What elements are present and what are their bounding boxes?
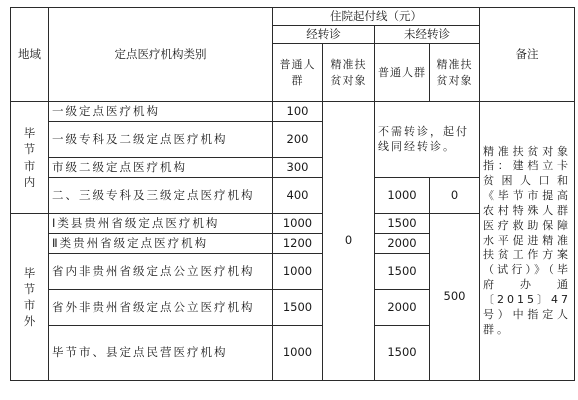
region-inside: 毕节市内 xyxy=(11,102,49,214)
category-cell: Ⅱ类贵州省级定点医疗机构 xyxy=(49,234,273,254)
header-region: 地域 xyxy=(11,8,49,102)
ref-general-cell: 200 xyxy=(273,122,323,158)
nonref-poverty-cell: 0 xyxy=(430,178,480,214)
category-cell: 一级定点医疗机构 xyxy=(49,102,273,122)
header-threshold: 住院起付线（元） xyxy=(273,8,480,26)
nonref-general-cell: 2000 xyxy=(375,234,430,254)
header-remarks: 备注 xyxy=(480,8,575,102)
category-cell: 省内非贵州省级定点公立医疗机构 xyxy=(49,254,273,290)
ref-general-cell: 100 xyxy=(273,102,323,122)
remarks-note: 精准扶贫对象指：建档立卡贫困人口和《毕节市提高农村特殊人群医疗救助保障水平促进精准扶贫工作方案（试行）》（毕府办通〔2015〕47号）中指定人群。 xyxy=(480,102,575,381)
nonref-general-cell: 2000 xyxy=(375,290,430,326)
ref-general-cell: 300 xyxy=(273,158,323,178)
ref-poverty-merged: 0 xyxy=(323,102,375,381)
ref-general-cell: 1000 xyxy=(273,254,323,290)
nonref-general-cell: 1500 xyxy=(375,254,430,290)
nonref-general-cell: 1000 xyxy=(375,178,430,214)
ref-general-cell: 1000 xyxy=(273,214,323,234)
category-cell: Ⅰ类县贵州省级定点医疗机构 xyxy=(49,214,273,234)
nonref-general-cell: 1500 xyxy=(375,326,430,381)
ref-general-cell: 1200 xyxy=(273,234,323,254)
no-referral-note: 不需转诊，起付线同经转诊。 xyxy=(375,102,480,178)
header-not-referred: 未经转诊 xyxy=(375,26,480,44)
header-nonref-general: 普通人群 xyxy=(375,44,430,102)
ref-general-cell: 1500 xyxy=(273,290,323,326)
header-category: 定点医疗机构类别 xyxy=(49,8,273,102)
category-cell: 毕节市、县定点民营医疗机构 xyxy=(49,326,273,381)
category-cell: 二、三级专科及三级定点医疗机构 xyxy=(49,178,273,214)
header-nonref-poverty: 精准扶贫对象 xyxy=(430,44,480,102)
header-ref-poverty: 精准扶贫对象 xyxy=(323,44,375,102)
ref-general-cell: 400 xyxy=(273,178,323,214)
ref-general-cell: 1000 xyxy=(273,326,323,381)
nonref-poverty-outside-merged: 500 xyxy=(430,214,480,381)
nonref-general-cell: 1500 xyxy=(375,214,430,234)
category-cell: 省外非贵州省级定点公立医疗机构 xyxy=(49,290,273,326)
region-outside: 毕节市外 xyxy=(11,214,49,381)
category-cell: 市级二级定点医疗机构 xyxy=(49,158,273,178)
header-ref-general: 普通人群 xyxy=(273,44,323,102)
hospital-threshold-table xyxy=(10,7,575,381)
header-referred: 经转诊 xyxy=(273,26,375,44)
category-cell: 一级专科及二级定点医疗机构 xyxy=(49,122,273,158)
